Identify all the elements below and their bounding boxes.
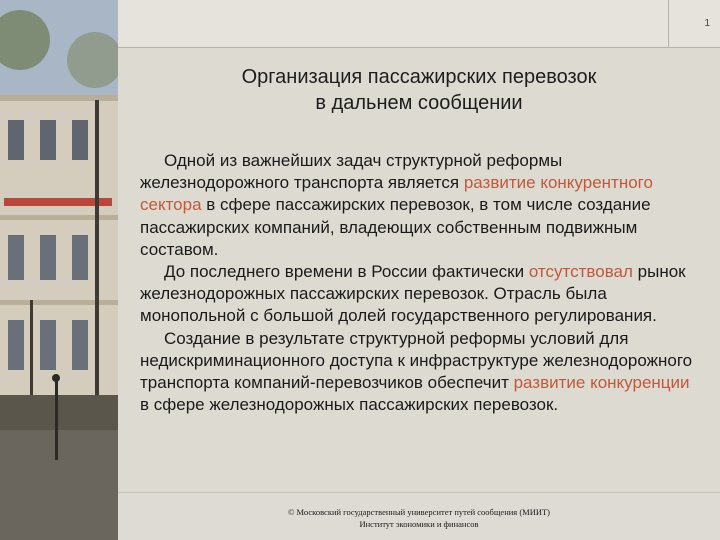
slide-title-line-2: в дальнем сообщении [315, 92, 523, 114]
slide-number: 1 [704, 18, 710, 29]
footer-divider [118, 492, 720, 493]
footer-university: © Московский государственный университет путей сообщения (МИИТ) [287, 507, 551, 517]
building-photo [0, 0, 118, 540]
paragraph-3-text-end: в сфере железнодорожных пассажирских перевозок. [140, 395, 559, 415]
slide-title [118, 64, 720, 116]
header-vertical-divider [668, 0, 669, 48]
footer [118, 506, 720, 530]
paragraph-1-text: Одной из важнейших задач структурной реформы железнодорожного транспорта является [140, 151, 563, 193]
slide-title-line-1: Организация пассажирских перевозок [241, 66, 597, 88]
paragraph-2-text: До последнего времени в России фактически [164, 262, 529, 282]
paragraph-3-highlight: развитие конкуренции [513, 373, 690, 393]
paragraph-2-text-end: рынок железнодорожных пассажирских перевозок. Отрасль была монопольной с большой долей государственного регулирования. [140, 262, 686, 326]
paragraph-1 [140, 150, 700, 261]
header-band [118, 0, 720, 47]
footer-institute: Институт экономики и финансов [359, 519, 479, 529]
slide-body [140, 150, 700, 416]
paragraph-3-text: Создание в результате структурной реформы условий для недискриминационного доступа к инфраструктуре железнодорожного транспорта компаний-перевозчиков обеспечит [140, 328, 693, 393]
paragraph-2 [140, 261, 700, 328]
building-facade-image [0, 0, 118, 540]
paragraph-1-text-end: в сфере пассажирских перевозок, в том числе создание пассажирских компаний, владеющих собственным подвижным составом. [140, 195, 651, 259]
paragraph-3 [140, 328, 700, 417]
paragraph-2-highlight: отсутствовал [528, 262, 633, 282]
paragraph-1-highlight: развитие конкурентного сектора [140, 173, 653, 215]
